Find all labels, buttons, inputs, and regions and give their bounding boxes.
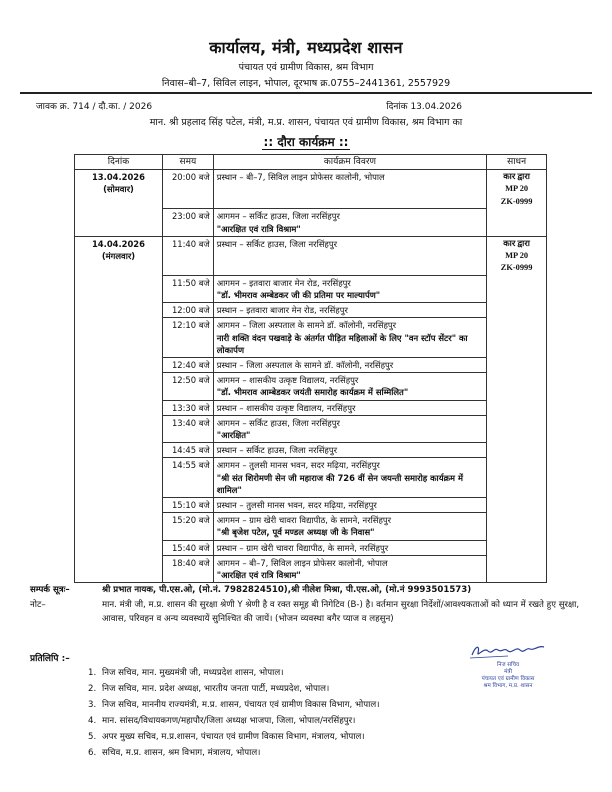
vehicle-cell	[487, 303, 547, 318]
header-date: दिनांक	[75, 155, 163, 170]
vehicle-cell	[487, 415, 547, 442]
table-row	[75, 400, 547, 415]
date-cell	[75, 540, 163, 555]
event-highlight: "डॉ. भीमराव आम्बेडकर जयंती समारोह कार्यक्रम में सम्मिलित"	[216, 387, 409, 398]
table-row	[75, 458, 547, 498]
detail-text: आगमन – जिला अस्पताल के सामने डॉ. कॉलोनी, नरसिंहपुर	[216, 320, 397, 331]
table-row	[75, 513, 547, 540]
copy-to-number: 1.	[88, 668, 97, 678]
time-cell: 18:40 बजे	[162, 555, 213, 582]
table-row	[75, 303, 547, 318]
copy-to-number: 4.	[88, 716, 97, 726]
time-cell: 11:50 बजे	[162, 275, 213, 302]
tour-schedule-table	[74, 154, 547, 583]
table-row	[75, 318, 547, 358]
detail-text: प्रस्थान – जिला अस्पताल के सामने डॉ. कॉलोनी, नरसिंहपुर	[216, 360, 394, 371]
date-cell	[75, 358, 163, 373]
detail-cell	[213, 236, 486, 275]
detail-cell	[213, 170, 486, 209]
time-cell: 23:00 बजे	[162, 209, 213, 236]
reference-date: दिनांक 13.04.2026	[386, 102, 462, 112]
date-cell	[75, 443, 163, 458]
contact-text: श्री प्रभात नायक, पी.एस.ओ, (मो.नं. 7982824510),श्री नीलेश मिश्रा, पी.एस.ओ, (मो.नं 9993501573)	[102, 585, 472, 595]
copy-to-number: 2.	[88, 684, 97, 694]
detail-cell	[213, 318, 486, 358]
detail-text: आगमन – तुलसी मानस भवन, सदर मढ़िया, नरसिंहपुर	[216, 460, 380, 471]
time-cell: 15:10 बजे	[162, 498, 213, 513]
detail-cell	[213, 303, 486, 318]
event-highlight: "श्री संत शिरोमणी सेन जी महाराज की 726 वीं सेन जयन्ती समारोह कार्यक्रम में शामिल"	[216, 472, 463, 495]
detail-text: आगमन – ग्राम खेरी चावरा विद्यापीठ, के सामने, नरसिंहपुर	[216, 515, 392, 526]
time-cell: 13:40 बजे	[162, 415, 213, 442]
office-title: कार्यालय, मंत्री, मध्यप्रदेश शासन	[209, 38, 403, 57]
table-row	[75, 236, 547, 275]
time-cell: 12:50 बजे	[162, 373, 213, 400]
copy-to-text: निज सचिव, माननीय राज्यमंत्री, म.प्र. शासन, पंचायत एवं ग्रामीण विकास विभाग, भोपाल।	[102, 700, 380, 710]
stamp-line: निज सचिव	[497, 662, 519, 668]
date-cell	[75, 513, 163, 540]
header-vehicle: साधन	[487, 155, 547, 170]
detail-cell	[213, 400, 486, 415]
vehicle-cell	[487, 498, 547, 513]
vehicle-cell	[487, 209, 547, 236]
vehicle-number-line1: MP 20	[505, 250, 529, 260]
stamp-line: श्रम विभाग, म.प्र. शासन	[483, 683, 533, 689]
date-cell	[75, 400, 163, 415]
event-highlight: "आरक्षित"	[216, 430, 251, 441]
detail-text: आगमन – सर्किट हाउस, जिला नरसिंहपुर	[216, 417, 340, 428]
department-line: पंचायत एवं ग्रामीण विकास, श्रम विभाग	[238, 62, 374, 73]
copy-to-item	[88, 697, 448, 713]
copy-to-item	[88, 745, 448, 761]
copy-to-item	[88, 665, 448, 681]
time-cell: 14:55 बजे	[162, 458, 213, 498]
time-cell: 15:20 बजे	[162, 513, 213, 540]
date-cell	[75, 458, 163, 498]
copy-to-number: 5.	[88, 732, 97, 742]
detail-text: प्रस्थान – बी–7, सिविल लाइन प्रोफेसर कालोनी, भोपाल	[216, 172, 385, 183]
time-cell: 12:40 बजे	[162, 358, 213, 373]
weekday-value: (सोमवार)	[103, 184, 134, 195]
copy-to-number: 3.	[88, 700, 97, 710]
copy-to-text: मान. सांसद/विधायकगण/महापौर/जिला अध्यक्ष भाजपा, जिला, भोपाल/नरसिंहपुर।	[102, 716, 356, 726]
copy-to-heading: प्रतिलिपि :–	[30, 654, 70, 664]
detail-text: आगमन – इतवारा बाजार मेन रोड, नरसिंहपुर	[216, 277, 351, 288]
weekday-value: (मंगलवार)	[101, 250, 136, 261]
detail-cell	[213, 358, 486, 373]
copy-to-item	[88, 729, 448, 745]
address-line: निवास–बी–7, सिविल लाइन, भोपाल, दूरभाष क्र.0755–2441361, 2557929	[161, 78, 451, 89]
note-text: मान. मंत्री जी, म.प्र. शासन की सुरक्षा श्रेणी Y श्रेणी है व रक्त समूह बी निगेटिव (B-) है। वर्तमान सुरक्षा निर्देशों/आवश्यकताओं को ध्यान में रखते हुए सुरक्षा, आवास, परिवहन व अन्य व्यवस्थायें सुनिश्चित की जायें। (भोजन व्यवस्था बगैर प्याज व लहसुन)	[102, 600, 580, 624]
stamp-line: मंत्री	[504, 669, 512, 675]
table-row	[75, 540, 547, 555]
detail-cell	[213, 209, 486, 236]
detail-text: प्रस्थान – तुलसी मानस भवन, सदर मढ़िया, नरसिंहपुर	[216, 500, 377, 511]
event-highlight: "आरक्षित एवं रात्रि विश्राम"	[216, 223, 301, 234]
table-row	[75, 209, 547, 236]
vehicle-number-line2: ZK-0999	[500, 263, 533, 273]
copy-to-list	[88, 665, 448, 761]
detail-text: प्रस्थान – ग्राम खेरी चावरा विद्यापीठ, के सामने, नरसिंहपुर	[216, 542, 389, 553]
vehicle-cell	[487, 236, 547, 275]
detail-text: प्रस्थान – शासकीय उत्कृष्ट विद्यालय, नरसिंहपुर	[216, 402, 356, 413]
table-row	[75, 415, 547, 442]
event-highlight: "डॉ. भीमराव अम्बेडकर जी की प्रतिमा पर माल्यार्पण"	[216, 290, 381, 301]
signature-icon	[468, 641, 548, 661]
vehicle-cell	[487, 458, 547, 498]
date-cell	[75, 209, 163, 236]
contact-info	[30, 583, 590, 595]
header-time: समय	[162, 155, 213, 170]
copy-to-text: निज सचिव, मान. प्रदेश अध्यक्ष, भारतीय जनता पार्टी, मध्यप्रदेश, भोपाल।	[102, 684, 330, 694]
copy-to-number: 6.	[88, 748, 97, 758]
copy-to-item	[88, 713, 448, 729]
time-cell: 12:00 बजे	[162, 303, 213, 318]
table-row	[75, 358, 547, 373]
table-header-row	[75, 155, 547, 170]
reference-number: जावक क्र. 714 / दौ.का. / 2026	[36, 102, 153, 112]
detail-text: आगमन – शासकीय उत्कृष्ट विद्यालय, नरसिंहपुर	[216, 375, 359, 386]
copy-to-text: सचिव, म.प्र. शासन, श्रम विभाग, मंत्रालय, भोपाल।	[102, 748, 261, 758]
detail-text: आगमन – सर्किट हाउस, जिला नरसिंहपुर	[216, 211, 340, 222]
header-divider	[20, 92, 592, 94]
copy-to-text: निज सचिव, मान. मुख्यमंत्री जी, मध्यप्रदेश शासन, भोपाल।	[102, 668, 284, 678]
detail-cell	[213, 443, 486, 458]
table-row	[75, 498, 547, 513]
date-value: 13.04.2026	[91, 172, 145, 183]
vehicle-mode: कार द्वारा	[503, 238, 530, 248]
detail-cell	[213, 415, 486, 442]
date-cell	[75, 415, 163, 442]
date-cell	[75, 498, 163, 513]
vehicle-number-line1: MP 20	[505, 184, 529, 194]
detail-cell	[213, 540, 486, 555]
vehicle-number-line2: ZK-0999	[500, 196, 533, 206]
date-cell	[75, 373, 163, 400]
table-row	[75, 170, 547, 209]
detail-text: प्रस्थान – सर्किट हाउस, जिला नरसिंहपुर	[216, 238, 338, 249]
time-cell: 15:40 बजे	[162, 540, 213, 555]
detail-text: प्रस्थान – सर्किट हाउस, जिला नरसिंहपुर	[216, 445, 338, 456]
detail-cell	[213, 373, 486, 400]
detail-cell	[213, 275, 486, 302]
vehicle-cell	[487, 540, 547, 555]
date-cell	[75, 275, 163, 302]
table-row	[75, 275, 547, 302]
official-stamp	[448, 662, 568, 690]
time-cell: 12:10 बजे	[162, 318, 213, 358]
date-cell	[75, 236, 163, 275]
table-row	[75, 555, 547, 582]
date-cell	[75, 303, 163, 318]
detail-cell	[213, 555, 486, 582]
date-cell	[75, 318, 163, 358]
programme-title	[0, 133, 612, 150]
event-highlight: "आरक्षित एवं रात्रि विश्राम"	[216, 570, 301, 581]
vehicle-cell	[487, 513, 547, 540]
copy-to-text: अपर मुख्य सचिव, म.प्र.शासन, पंचायत एवं ग्रामीण विकास विभाग, मंत्रालय, भोपाल।	[102, 732, 365, 742]
programme-title-text: :: दौरा कार्यक्रम ::	[263, 135, 349, 149]
event-highlight: नारी शक्ति वंदन पखवाड़े के अंतर्गत पीड़ित महिलाओं के लिए "वन स्टॉप सेंटर" का लोकार्पण	[216, 332, 468, 355]
detail-text: आगमन – बी–7, सिविल लाइन प्रोफेसर कालोनी, भोपाल	[216, 557, 388, 568]
vehicle-cell	[487, 275, 547, 302]
copy-to-item	[88, 681, 448, 697]
time-cell: 14:45 बजे	[162, 443, 213, 458]
time-cell: 13:30 बजे	[162, 400, 213, 415]
date-cell	[75, 555, 163, 582]
vehicle-cell	[487, 318, 547, 358]
vehicle-mode: कार द्वारा	[503, 172, 530, 182]
table-body	[75, 170, 547, 583]
time-cell: 11:40 बजे	[162, 236, 213, 275]
header-detail: कार्यक्रम विवरण	[213, 155, 486, 170]
vehicle-cell	[487, 400, 547, 415]
date-cell	[75, 170, 163, 209]
vehicle-cell	[487, 358, 547, 373]
subject-line: मान. श्री प्रहलाद सिंह पटेल, मंत्री, म.प्र. शासन, पंचायत एवं ग्रामीण विकास, श्रम विभाग का	[149, 117, 463, 128]
time-cell: 20:00 बजे	[162, 170, 213, 209]
note-block	[30, 598, 590, 626]
vehicle-cell	[487, 443, 547, 458]
note-label: नोट–	[30, 600, 46, 610]
date-value: 14.04.2026	[91, 238, 145, 249]
vehicle-cell	[487, 373, 547, 400]
table-row	[75, 443, 547, 458]
contact-label: सम्पर्क सूत्रः–	[30, 585, 70, 595]
table-row	[75, 373, 547, 400]
detail-text: प्रस्थान – इतवारा बाजार मेन रोड, नरसिंहपुर	[216, 305, 348, 316]
event-highlight: "श्री बृजेश पटेल, पूर्व मण्डल अध्यक्ष जी के निवास"	[216, 527, 375, 538]
detail-cell	[213, 498, 486, 513]
vehicle-cell	[487, 170, 547, 209]
stamp-line: पंचायत एवं ग्रामीण विकास	[481, 676, 535, 682]
detail-cell	[213, 513, 486, 540]
vehicle-cell	[487, 555, 547, 582]
detail-cell	[213, 458, 486, 498]
